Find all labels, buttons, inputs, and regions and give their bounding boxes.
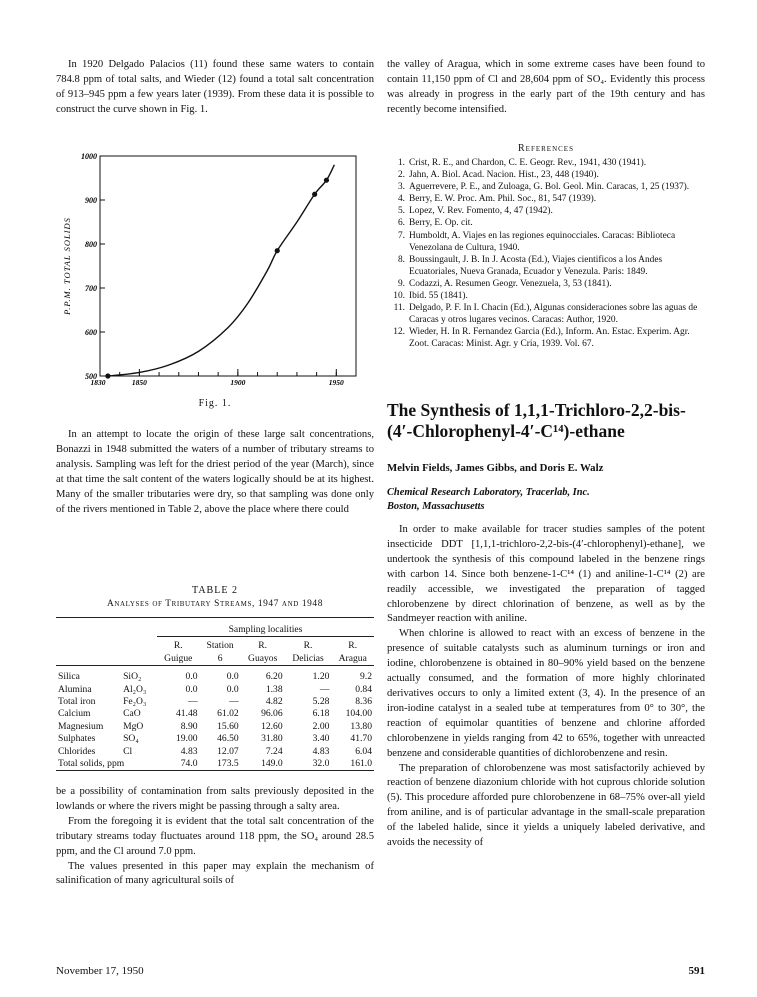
- paragraph-order: In order to make available for tracer studies samples of the potent insecticide DDT [1,1,1-trichloro-2,2-bis-(4′-chlorophenyl)-ethane], we undertook the synthesis of this compound labeled in the benzene rings with carbon 14. Since both benzene-1-C¹⁴ (1) and aniline-1-C¹⁴ (2) are readily accessible, we investigated the preparation of tagged chlorobenzene by direct chlorination of benzene, as well as by the Sandmeyer reaction with aniline.: [387, 524, 705, 625]
- y-tick-label: 500: [85, 372, 97, 381]
- page-number: 591: [688, 965, 705, 977]
- table-column-header: R.: [258, 640, 268, 652]
- table-2: [56, 617, 374, 773]
- reference-text: Humboldt, A. Viajes en las regiones equinocciales. Caracas: Biblioteca Venezolana de Cultura, 1940.: [409, 230, 676, 253]
- paragraph-values: The values presented in this paper may explain the mechanism of salinification of many agricultural soils of: [56, 860, 374, 887]
- table-column-header: Aragua: [338, 652, 367, 664]
- table-cell: 61.02: [217, 708, 239, 720]
- reference-number: 1.: [397, 158, 405, 168]
- table-cell: 41.48: [175, 708, 198, 720]
- paragraph-valley: the valley of Aragua, which in some extreme cases have been found to contain 11,150 ppm of Cl and 28,604 ppm of SO₄. Evidently this process was already in progress in the early part of the 19th century and has recently become intensified.: [387, 59, 705, 115]
- reference-item: [387, 181, 705, 193]
- table-column-header: R.: [348, 640, 358, 652]
- data-point: [312, 192, 317, 197]
- reference-text: Wieder, H. In R. Fernandez Garcia (Ed.), Inform. An. Estac. Experim. Agr. Zoot. Caracas: Minist. Agr. y Cria, 1939. Vol. 67.: [409, 327, 690, 350]
- reference-item: [387, 230, 705, 254]
- y-tick-label: 700: [85, 284, 97, 293]
- reference-item: [387, 169, 705, 181]
- table-row-name: Calcium: [58, 708, 91, 720]
- table-row-name: Chlorides: [58, 745, 96, 757]
- footer-date: November 17, 1950: [56, 965, 144, 977]
- table-total-cell: 161.0: [350, 758, 372, 770]
- table-total-row: [56, 758, 374, 771]
- table-row-formula: Fe₂O₃: [123, 696, 147, 708]
- paragraph-foregoing: From the foregoing it is evident that the total salt concentration of the tributary streams today fluctuates around 118 ppm, the SO₄ around 28.5 ppm, and the Cl around 7.0 ppm.: [56, 815, 374, 857]
- left-column-body: [56, 428, 374, 517]
- table-cell: 96.06: [261, 708, 283, 720]
- table-cell: 104.00: [345, 708, 372, 720]
- table-cell: 0.0: [185, 671, 198, 683]
- table-total-cell: 149.0: [261, 758, 283, 770]
- table-row-formula: Al₂O₃: [123, 683, 147, 695]
- reference-number: 2.: [397, 170, 405, 181]
- y-tick-label: 600: [85, 328, 97, 337]
- table-row: [56, 696, 374, 708]
- table-column-header: Delicias: [292, 652, 324, 664]
- article-authors: Melvin Fields, James Gibbs, and Doris E. Walz: [387, 462, 604, 474]
- table-row-name: Total iron: [58, 696, 96, 708]
- table-row: [56, 708, 374, 720]
- table-row: [56, 684, 374, 696]
- table-title: Analyses of Tributary Streams, 1947 and 1948: [107, 599, 323, 609]
- table-cell: 31.80: [261, 733, 283, 745]
- table-cell: 6.20: [265, 671, 283, 683]
- table-column-header: Guayos: [248, 652, 278, 664]
- table-cell: 41.70: [350, 733, 372, 745]
- table-row-formula: SO₄: [123, 733, 139, 745]
- table-cell: 19.00: [175, 733, 198, 745]
- left-column-tail: [56, 785, 374, 889]
- table-cell: —: [319, 683, 330, 695]
- table-cell: —: [187, 696, 198, 708]
- reference-item: [387, 193, 705, 205]
- table-total-label: Total solids, ppm: [58, 758, 125, 770]
- x-tick-label: 1950: [328, 378, 344, 387]
- article-header: [387, 400, 705, 514]
- table-cell: 0.0: [185, 683, 198, 695]
- intro-paragraph: In 1920 Delgado Palacios (11) found these same waters to contain 784.8 ppm of total salts, and Wieder (12) found a total salt concentration of 913–945 ppm a few years later (1939). From these data it is possible to construct the curve shown in Fig. 1.: [56, 59, 374, 115]
- table-row-name: Silica: [58, 671, 80, 683]
- table-cell: 8.36: [355, 696, 372, 708]
- reference-number: 12.: [393, 327, 405, 338]
- reference-text: Boussingault, J. B. In J. Acosta (Ed.), Viajes cientificos a los Andes Ecuatoriales, Nueva Granada, Ecuador y Venezula. Paris: 1849.: [409, 254, 663, 277]
- article-title: The Synthesis of 1,1,1-Trichloro-2,2-bis-(4′-Chlorophenyl-4′-C¹⁴)-ethane: [387, 400, 686, 441]
- table-column-header: R.: [173, 640, 183, 652]
- table-cell: 15.60: [217, 720, 239, 732]
- table-cell: 0.0: [226, 683, 239, 695]
- table-cell: 6.04: [355, 745, 372, 757]
- reference-text: Lopez, V. Rev. Fomento, 4, 47 (1942).: [409, 206, 553, 217]
- y-tick-label: 800: [85, 240, 97, 249]
- table-column-header: R.: [303, 640, 313, 652]
- table-cell: —: [229, 696, 239, 708]
- table-header-row: [56, 653, 374, 666]
- table-cell: 46.50: [217, 733, 239, 745]
- paragraph-chlorine: When chlorine is allowed to react with an excess of benzene in the presence of suitable catalysts such as aluminum turnings or iron and iodine, chlorobenzene is obtained in 80–90% yield based on the benzene actually consumed, and the formation of more highly chlorinated derivatives occurs to only a limited extent (3, 4). In the presence of an iron-iodine catalyst in a sealed tube at temperatures from 0° to 30°, the reaction of equimolar quantities of benzene and chlorine afforded chlorobenzene in yields ranging from 42 to 65%, together with unreacted benzene and considerable quantities of dichlorobenzene and resin.: [387, 628, 705, 759]
- table-cell: 6.18: [312, 708, 330, 720]
- reference-item: [387, 205, 705, 217]
- references-heading: References: [518, 143, 574, 154]
- table-row-formula: CaO: [123, 708, 141, 720]
- reference-number: 3.: [397, 182, 405, 193]
- reference-text: Crist, R. E., and Chardon, C. E. Geogr. Rev., 1941, 430 (1941).: [409, 158, 647, 168]
- table-row: [56, 721, 374, 733]
- table-total-cell: 74.0: [180, 758, 198, 770]
- affiliation-line-1: Chemical Research Laboratory, Tracerlab, Inc.: [387, 487, 590, 498]
- table-row: [56, 733, 374, 745]
- reference-number: 8.: [397, 254, 405, 265]
- right-column: [387, 58, 705, 118]
- reference-number: 9.: [397, 278, 405, 289]
- table-row-formula: Cl: [123, 745, 133, 757]
- y-axis-label: P.P.M. TOTAL SOLIDS: [62, 217, 72, 315]
- table-cell: 1.20: [312, 671, 330, 683]
- table-row-formula: MgO: [123, 720, 144, 732]
- reference-item: [387, 157, 705, 169]
- table-column-header: Guigue: [164, 652, 193, 664]
- table-cell: 4.82: [265, 696, 283, 708]
- table-cell: 0.84: [355, 683, 372, 695]
- figure-caption: Fig. 1.: [198, 398, 232, 409]
- table-row: [56, 671, 374, 683]
- series-line: [108, 165, 334, 376]
- right-column-body: [387, 523, 705, 851]
- table-cell: 9.2: [360, 671, 372, 683]
- affiliation-line-2: Boston, Massachusetts: [387, 501, 485, 512]
- data-point: [105, 373, 110, 378]
- table-row-formula: SiO₂: [123, 671, 142, 683]
- reference-number: 6.: [397, 218, 405, 229]
- table-cell: 8.90: [180, 720, 198, 732]
- reference-text: Ibid. 55 (1841).: [409, 291, 468, 302]
- table-cell: 12.07: [217, 745, 239, 757]
- table-cell: 13.80: [350, 720, 372, 732]
- reference-text: Berry, E. Op. cit.: [409, 218, 473, 229]
- table-total-cell: 173.5: [217, 758, 239, 770]
- reference-item: [387, 254, 705, 278]
- table-column-header: 6: [217, 652, 223, 664]
- references-block: [387, 143, 705, 351]
- reference-number: 4.: [397, 194, 405, 205]
- reference-number: 7.: [397, 230, 405, 241]
- table-cell: 4.83: [312, 745, 330, 757]
- paragraph-bonazzi: In an attempt to locate the origin of these large salt concentrations, Bonazzi in 1948 submitted the waters of a number of tributary streams to analysis. Sampling was left for the driest period of the year (March), since at that time the salt content of the waters logically should be at its highest. Many of the smaller tributaries were dry, so that sampling was done only of the rivers mentioned in Table 2, above the place where there could: [56, 429, 374, 515]
- reference-item: [387, 326, 705, 350]
- plot-frame: [100, 156, 356, 376]
- reference-item: [387, 278, 705, 290]
- table-cell: 3.40: [312, 733, 330, 745]
- table-2-block: [56, 585, 374, 773]
- reference-text: Codazzi, A. Resumen Geogr. Venezuela, 3, 53 (1841).: [409, 278, 612, 289]
- table-cell: 7.24: [265, 745, 283, 757]
- reference-number: 11.: [393, 303, 405, 314]
- reference-number: 10.: [393, 291, 405, 302]
- table-row: [56, 746, 374, 758]
- table-header-row: [56, 640, 374, 652]
- table-cell: 5.28: [312, 696, 330, 708]
- reference-item: [387, 302, 705, 326]
- reference-item: [387, 217, 705, 229]
- table-label: TABLE 2: [192, 585, 238, 596]
- x-tick-label: 1900: [230, 378, 246, 387]
- table-row-name: Sulphates: [58, 733, 96, 745]
- table-row-name: Magnesium: [58, 720, 104, 732]
- reference-item: [387, 290, 705, 302]
- data-point: [275, 248, 280, 253]
- table-column-header: Station: [206, 640, 234, 652]
- reference-number: 5.: [397, 206, 405, 217]
- paragraph-preparation: The preparation of chlorobenzene was most satisfactorily achieved by reaction of benzene diazonium chloride with hot cuprous chloride solution (5). This procedure afforded pure chlorobenzene in 68–75% over-all yield from aniline, and is of particular advantage in the small-scale preparation of the labeled halide, since it yields a uniquely labeled derivative, and avoids the necessity of: [387, 762, 705, 849]
- y-tick-label: 1000: [81, 152, 97, 161]
- table-cell: 1.38: [265, 683, 283, 695]
- reference-text: Jahn, A. Biol. Acad. Nacion. Hist., 23, 448 (1940).: [409, 170, 599, 181]
- table-total-cell: 32.0: [312, 758, 330, 770]
- y-tick-label: 900: [85, 196, 97, 205]
- paragraph-contamination: be a possibility of contamination from salts previously deposited in the lowlands or where the rivers might be passing through a salty area.: [56, 786, 374, 812]
- references-list: [387, 157, 705, 351]
- reference-text: Berry, E. W. Proc. Am. Phil. Soc., 81, 547 (1939).: [409, 194, 597, 205]
- x-tick-label: 1830: [90, 378, 106, 387]
- data-point: [324, 178, 329, 183]
- reference-text: Aguerrevere, P. E., and Zuloaga, G. Bol. Geol. Min. Caracas, 1, 25 (1937).: [409, 182, 690, 193]
- table-cell: 2.00: [312, 720, 330, 732]
- left-column: [56, 58, 374, 118]
- table-row-name: Alumina: [58, 683, 92, 695]
- reference-text: Delgado, P. F. In I. Chacin (Ed.), Algunas consideraciones sobre las aguas de Caracas y otros lugares vecinos. Caracas: Author, 1920.: [409, 303, 698, 326]
- figure-1-chart: [56, 148, 374, 393]
- table-cell: 4.83: [180, 745, 198, 757]
- table-group-header: Sampling localities: [228, 624, 303, 635]
- x-tick-label: 1850: [131, 378, 147, 387]
- table-cell: 12.60: [261, 720, 283, 732]
- table-cell: 0.0: [226, 671, 239, 683]
